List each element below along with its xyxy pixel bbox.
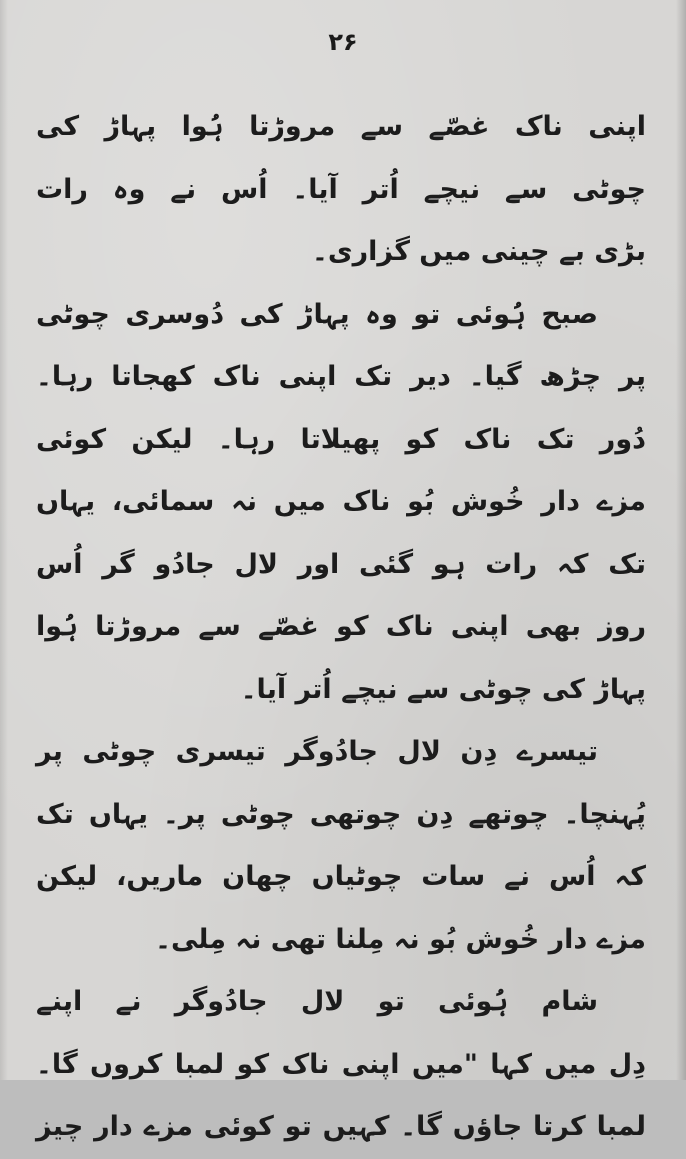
text-line: دُور تک ناک کو پھیلاتا رہا۔ لیکن کوئی xyxy=(36,423,646,455)
page-number: ۲۶ xyxy=(328,28,358,56)
text-line: بڑی بے چینی میں گزاری۔ xyxy=(312,236,646,267)
text-line: تک کہ رات ہو گئی اور لال جادُو گر اُس xyxy=(36,548,646,580)
text-line: تیسرے دِن لال جادُوگر تیسری چوٹی پر xyxy=(36,736,598,767)
page-edge-shadow-right xyxy=(676,0,686,1080)
text-line: صبح ہُوئی تو وہ پہاڑ کی دُوسری چوٹی xyxy=(36,298,598,330)
text-line: کہ اُس نے سات چوٹیاں چھان ماریں، لیکن xyxy=(36,861,646,892)
text-line: پہاڑ کی چوٹی سے نیچے اُتر آیا۔ xyxy=(240,673,646,705)
page-edge-shadow-left xyxy=(0,0,8,1080)
text-line: پُہنچا۔ چوتھے دِن چوتھی چوٹی پر۔ یہاں تک xyxy=(36,798,646,830)
text-line: اپنی ناک غصّے سے مروڑتا ہُوا پہاڑ کی xyxy=(36,111,646,142)
text-line: لمبا کرتا جاؤں گا۔ کہیں تو کوئی مزے دار چیز xyxy=(36,1111,646,1142)
text-line: شام ہُوئی تو لال جادُوگر نے اپنے xyxy=(36,986,598,1017)
text-line: روز بھی اپنی ناک کو غصّے سے مروڑتا ہُوا xyxy=(36,611,646,642)
text-line: مزے دار خُوش بُو ناک میں نہ سمائی، یہاں xyxy=(36,486,646,517)
text-line: پر چڑھ گیا۔ دیر تک اپنی ناک کھجاتا رہا۔ xyxy=(36,361,646,392)
text-line: دِل میں کہا "میں اپنی ناک کو لمبا کروں گا۔ xyxy=(36,1048,646,1080)
text-line: مزے دار خُوش بُو نہ مِلنا تھی نہ مِلی۔ xyxy=(155,923,646,955)
text-line: چوٹی سے نیچے اُتر آیا۔ اُس نے وہ رات xyxy=(36,173,646,205)
body-text xyxy=(36,96,646,1159)
